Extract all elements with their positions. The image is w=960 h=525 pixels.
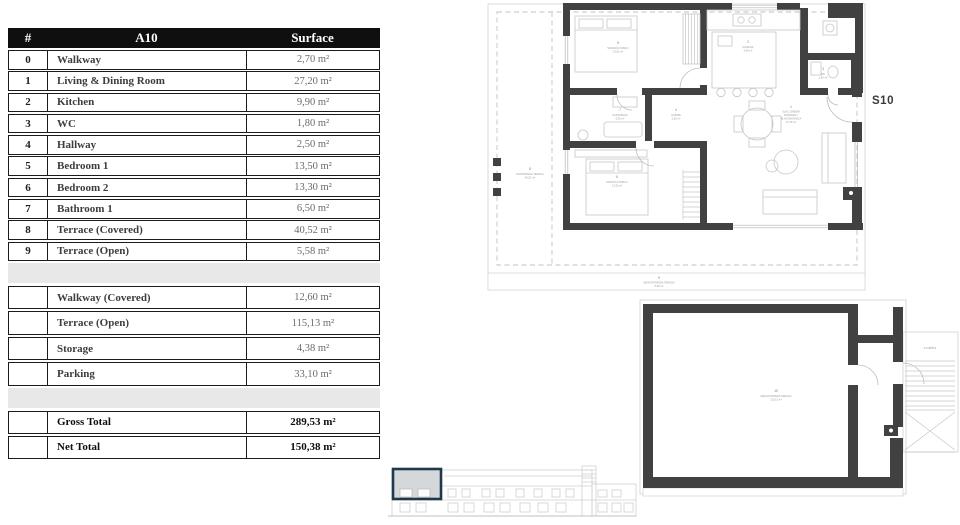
table-row	[8, 286, 380, 310]
svg-text:9: 9	[658, 276, 660, 280]
cell-number: 1	[9, 72, 48, 90]
svg-text:9,90 m²: 9,90 m²	[743, 49, 753, 53]
svg-text:NENATKRIVENA TERASA: NENATKRIVENA TERASA	[760, 395, 792, 398]
svg-text:SPAVAĆA SOBA 2: SPAVAĆA SOBA 2	[606, 181, 628, 184]
svg-text:ULAZ, DNEVNI: ULAZ, DNEVNI	[782, 110, 800, 114]
highlighted-unit	[393, 469, 441, 499]
cell-surface: 115,13 m²	[291, 317, 335, 329]
svg-text:NENATKRIVENA TERASA: NENATKRIVENA TERASA	[643, 281, 675, 285]
col-header-number: #	[24, 30, 32, 45]
windows	[565, 5, 857, 228]
room-label-hallway	[671, 108, 681, 121]
cell-number	[9, 287, 48, 309]
cell-name: Walkway (Covered)	[48, 287, 247, 309]
cell-number: 0	[9, 51, 48, 69]
room-label-bedroom1	[607, 41, 629, 54]
cell-surface: 289,53 m²	[290, 416, 336, 429]
svg-text:10: 10	[774, 389, 778, 393]
col-header-surface: Surface	[291, 30, 334, 45]
lower-terrace-strip	[643, 488, 903, 496]
cell-name: Hallway	[48, 136, 247, 154]
cell-surface: 2,50 m²	[296, 139, 330, 151]
cell-number	[9, 312, 48, 334]
table-row	[8, 178, 380, 198]
walls	[563, 3, 863, 230]
surface-table	[8, 28, 380, 461]
table-row	[8, 311, 380, 335]
table-row	[8, 93, 380, 113]
table-total-row	[8, 436, 380, 459]
wall-hinge-dot	[849, 191, 853, 195]
table-row	[8, 199, 380, 219]
cell-number: 5	[9, 157, 48, 175]
svg-text:WC: WC	[820, 73, 826, 76]
table-row	[8, 242, 380, 262]
svg-text:KUHINJA: KUHINJA	[742, 46, 754, 49]
stairs-label: STUBIŠTE	[923, 347, 937, 350]
cell-surface: 4,38 m²	[296, 343, 330, 355]
svg-text:SPAVAĆA SOBA 1: SPAVAĆA SOBA 1	[607, 47, 629, 50]
stairs-lower	[905, 361, 955, 452]
room-label-bathroom	[612, 108, 627, 121]
table-row	[8, 337, 380, 361]
svg-text:1,80 m²: 1,80 m²	[818, 76, 828, 80]
stairs-upper	[683, 170, 700, 220]
cell-name: WC	[48, 115, 247, 133]
svg-text:8: 8	[529, 167, 531, 171]
cell-name: Terrace (Open)	[48, 312, 247, 334]
cell-name: Terrace (Covered)	[48, 221, 247, 239]
svg-text:115,13 m²: 115,13 m²	[770, 398, 782, 402]
cell-name: Bedroom 1	[48, 157, 247, 175]
cell-name: Bedroom 2	[48, 179, 247, 197]
cell-surface: 2,70 m²	[296, 54, 330, 66]
svg-text:13,50 m²: 13,50 m²	[612, 50, 624, 54]
open-terrace-strip	[488, 273, 865, 290]
cell-name: Parking	[48, 363, 247, 385]
terrace-columns	[493, 158, 501, 196]
svg-text:HODNIK: HODNIK	[670, 114, 682, 117]
room-label-terrace-covered	[516, 167, 544, 180]
svg-text:40,52 m²: 40,52 m²	[524, 176, 536, 180]
cell-surface: 12,60 m²	[294, 292, 332, 304]
spacer-row	[8, 263, 380, 283]
cell-surface: 27,20 m²	[294, 75, 332, 87]
cell-surface: 1,80 m²	[296, 118, 330, 130]
table-row	[8, 71, 380, 91]
cell-name: Net Total	[48, 437, 247, 458]
svg-text:27,20 m²: 27,20 m²	[785, 121, 797, 124]
upper-floor-plan	[486, 2, 866, 294]
table-body	[8, 50, 380, 459]
cell-number: 8	[9, 221, 48, 239]
room-label-bedroom2	[606, 175, 628, 188]
cell-number	[9, 437, 48, 458]
cell-surface: 13,30 m²	[294, 182, 332, 194]
cell-number	[9, 412, 48, 433]
cell-name: Bathroom 1	[48, 200, 247, 218]
cell-number: 4	[9, 136, 48, 154]
svg-text:2,50 m²: 2,50 m²	[671, 117, 681, 121]
table-header	[8, 28, 380, 48]
cell-surface: 13,50 m²	[294, 160, 332, 172]
cell-name: Terrace (Open)	[48, 243, 247, 261]
cell-surface: 9,90 m²	[296, 96, 330, 108]
table-row	[8, 156, 380, 176]
cell-number: 3	[9, 115, 48, 133]
cell-surface: 5,58 m²	[296, 245, 330, 257]
cell-number: 9	[9, 243, 48, 261]
cell-surface: 40,52 m²	[294, 224, 332, 236]
cell-surface: 6,50 m²	[296, 203, 330, 215]
svg-text:4: 4	[675, 108, 677, 112]
cell-number: 2	[9, 94, 48, 112]
table-total-row	[8, 411, 380, 434]
cell-number: 6	[9, 179, 48, 197]
cell-surface: 33,10 m²	[294, 368, 332, 380]
table-row	[8, 362, 380, 386]
spacer-row	[8, 388, 380, 408]
svg-text:5: 5	[617, 41, 619, 45]
table-row	[8, 114, 380, 134]
cell-name: Gross Total	[48, 412, 247, 433]
table-row	[8, 220, 380, 240]
unit-label: S10	[872, 95, 894, 107]
svg-text:5,58 m²: 5,58 m²	[654, 285, 664, 288]
table-row	[8, 135, 380, 155]
hinge-dot-lower	[889, 429, 893, 433]
cell-number	[9, 363, 48, 385]
svg-text:6,50 m²: 6,50 m²	[615, 117, 625, 121]
cell-name: Storage	[48, 338, 247, 360]
svg-text:7: 7	[619, 108, 621, 112]
room-label-kitchen	[742, 40, 753, 53]
svg-text:6: 6	[616, 175, 618, 179]
svg-text:2: 2	[747, 40, 749, 44]
svg-text:BORAVAK I: BORAVAK I	[784, 114, 798, 117]
stair-annex-boundary	[903, 332, 958, 452]
room-label-wc	[819, 67, 828, 80]
col-header-unit: A10	[135, 30, 158, 45]
cell-number: 7	[9, 200, 48, 218]
cell-surface: 150,38 m²	[290, 441, 336, 454]
table-row	[8, 50, 380, 70]
cell-name: Walkway	[48, 51, 247, 69]
cell-name: Living & Dining Room	[48, 72, 247, 90]
room-label-living	[781, 105, 802, 124]
svg-text:1: 1	[790, 105, 792, 109]
door-swings	[617, 68, 852, 166]
svg-text:BLAGOVAONICA: BLAGOVAONICA	[780, 117, 802, 121]
room-label-roof-terrace	[761, 389, 792, 402]
cell-number	[9, 338, 48, 360]
site-elevation	[386, 454, 642, 522]
svg-text:NATKRIVENA TERASA: NATKRIVENA TERASA	[516, 173, 544, 176]
svg-text:KUPAONICA: KUPAONICA	[612, 114, 628, 117]
cell-name: Kitchen	[48, 94, 247, 112]
lower-floor-plan	[638, 296, 960, 498]
svg-text:13,30 m²: 13,30 m²	[611, 184, 623, 188]
svg-text:3: 3	[822, 67, 824, 71]
